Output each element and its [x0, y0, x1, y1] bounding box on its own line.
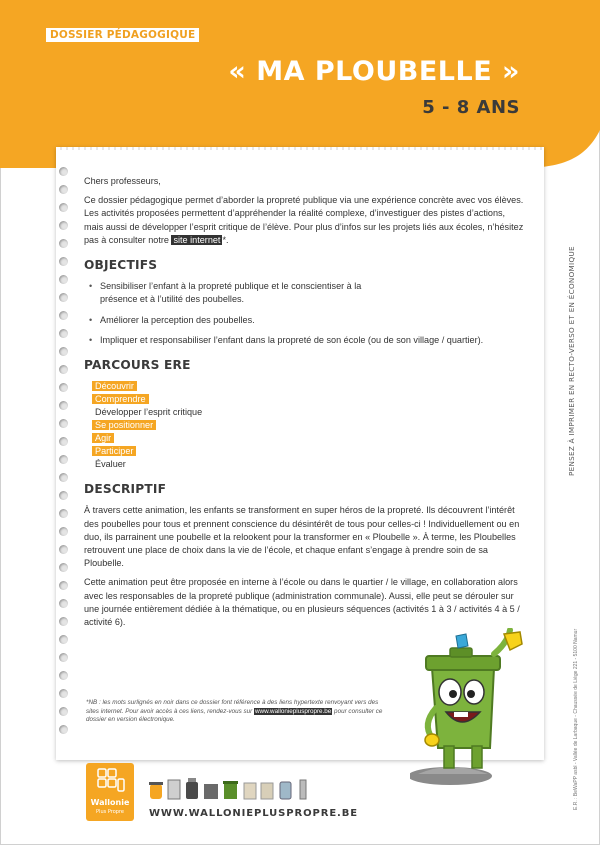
- binder-hole: [59, 671, 68, 680]
- parcours-item-label[interactable]: Comprendre: [92, 394, 149, 404]
- binder-hole: [59, 653, 68, 662]
- logo-tagline: Plus Propre: [96, 809, 124, 815]
- binder-hole: [59, 311, 68, 320]
- bin-icon: [204, 784, 218, 799]
- footnote-url-link[interactable]: www.walloniepluspropre.be: [255, 707, 332, 715]
- bin-icon: [300, 780, 306, 799]
- descriptif-paragraph: À travers cette animation, les enfants se transforment en super héros de la propreté. Ils découvrent l’intérêt des poubelles pour tous et prennent conscience du désintérêt de tous pour celles-ci ! Individuellement ou en duo, ils parrainent une poubelle et la relookent pour la transformer en « Ploubelle ». À terme, les Ploubelles retrouvent une place de choix dans la vie de l’école, et chaque enfant s’engage à prendre soin de sa Ploubelle.: [84, 505, 520, 569]
- bin-icon: [168, 780, 180, 799]
- parcours-item: [92, 432, 524, 445]
- binder-hole: [59, 275, 68, 284]
- page-title: « MA PLOUBELLE »: [228, 56, 520, 87]
- bin-icon: [186, 778, 198, 799]
- binder-hole: [59, 725, 68, 734]
- objectives-title: OBJECTIFS: [84, 258, 158, 273]
- binder-hole: [59, 293, 68, 302]
- parcours-item: [92, 458, 524, 471]
- print-reminder: [567, 238, 579, 478]
- parcours-list: [92, 380, 524, 471]
- print-reminder-text: PENSEZ À IMPRIMER EN RECTO-VERSO ET EN ÉCONOMIQUE: [567, 246, 576, 476]
- binder-hole: [59, 437, 68, 446]
- binder-hole: [59, 581, 68, 590]
- objective-item: • Améliorer la perception des poubelles.: [84, 314, 524, 327]
- binder-hole: [59, 365, 68, 374]
- ploubelle-mascot-illustration: [410, 628, 530, 788]
- bin-icon: [280, 782, 291, 799]
- parcours-item-label: Développer l’esprit critique: [95, 407, 203, 418]
- footnote: [86, 699, 386, 725]
- bin-icon: [261, 783, 273, 799]
- binder-hole: [59, 203, 68, 212]
- greeting: Chers professeurs,: [84, 176, 161, 186]
- binder-hole: [59, 329, 68, 338]
- binder-hole: [59, 167, 68, 176]
- binder-hole: [59, 221, 68, 230]
- binder-hole: [59, 257, 68, 266]
- binder-hole: [59, 455, 68, 464]
- binder-hole: [59, 401, 68, 410]
- binder-hole: [59, 599, 68, 608]
- binder-hole: [59, 563, 68, 572]
- descriptif-paragraph: Cette animation peut être proposée en interne à l’école ou dans le quartier / le village, en collaboration alors avec les responsables de la propreté publique (administration communale). Aussi, elle peut se dérouler sur une journée entièrement dédiée à la thématique, ou en plusieurs séquences (activités 1 à 3 / activités 4 à 5 / activité 6).: [84, 577, 520, 628]
- parcours-item: [92, 445, 524, 458]
- wallonie-plus-propre-logo: [86, 763, 134, 821]
- footnote-text: *NB : les mots surlignés en noir dans ce dossier font référence à des liens hypertexte renvoyant vers des sites internet. Pour avoir accès à ces liens, rendez-vous sur: [86, 699, 379, 715]
- binder-hole: [59, 419, 68, 428]
- binder-hole: [59, 239, 68, 248]
- parcours-item-label: Évaluer: [95, 459, 126, 470]
- parcours-item-label[interactable]: Participer: [92, 446, 136, 456]
- parcours-item: [92, 419, 524, 432]
- binder-hole: [59, 473, 68, 482]
- parcours-item-label[interactable]: Agir: [92, 433, 114, 443]
- site-internet-link[interactable]: site internet: [173, 234, 221, 245]
- binder-hole: [59, 509, 68, 518]
- binder-hole: [59, 635, 68, 644]
- objectives-list: [84, 280, 524, 347]
- binder-hole: [59, 185, 68, 194]
- binder-hole: [59, 707, 68, 716]
- document-content: [84, 175, 524, 635]
- footer-website-link[interactable]: WWW.WALLONIEPLUSPROPRE.BE: [149, 808, 359, 819]
- legal-notice: [573, 620, 583, 810]
- parcours-item: [92, 406, 524, 419]
- bin-icon: [244, 783, 256, 799]
- bins-illustration: [148, 774, 328, 802]
- intro-end: *.: [222, 234, 229, 245]
- binder-hole: [59, 527, 68, 536]
- logo-shape-icon: [86, 763, 134, 797]
- binder-hole: [59, 347, 68, 356]
- parcours-item: [92, 393, 524, 406]
- parcours-item-label[interactable]: Se positionner: [92, 420, 156, 430]
- binder-hole: [59, 383, 68, 392]
- footnote-end: pour consulter ce dossier en version électronique.: [86, 707, 383, 724]
- parcours-item-label[interactable]: Découvrir: [92, 381, 137, 391]
- parcours-title: PARCOURS ERE: [84, 358, 191, 373]
- legal-notice-text: E.R. : BeWaPP asbl - Vallée de Larbaque - Chaussée de Liège 221 - 5100 Namur: [573, 628, 579, 810]
- binder-hole: [59, 491, 68, 500]
- intro-text: Ce dossier pédagogique permet d’aborder la propreté publique via une expérience concrète avec vos élèves. Les activités proposées permettent d’appréhender la réalité complexe, d’investiguer des pistes d’actions, mais aussi de développer l’esprit critique de l’élève. Pour plus d’infos sur les projets liés aux écoles, n’hésitez pas à consulter notre: [84, 195, 524, 245]
- logo-name: Wallonie: [90, 798, 130, 807]
- dossier-tag: DOSSIER PÉDAGOGIQUE: [46, 28, 199, 42]
- objective-item: • Impliquer et responsabiliser l’enfant dans la propreté de son école (ou de son village / quartier).: [84, 334, 524, 347]
- binder-hole: [59, 545, 68, 554]
- intro-paragraph: [84, 194, 524, 247]
- bin-icon: [149, 782, 163, 799]
- age-range: 5 - 8 ANS: [422, 97, 520, 118]
- objective-item: • Sensibiliser l’enfant à la propreté publique et le conscientiser à la présence et à l’utilité des poubelles.: [84, 280, 524, 306]
- parcours-item: [92, 380, 524, 393]
- binder-hole: [59, 617, 68, 626]
- binder-hole: [59, 689, 68, 698]
- bin-icon: [223, 781, 238, 799]
- descriptif-title: DESCRIPTIF: [84, 482, 167, 497]
